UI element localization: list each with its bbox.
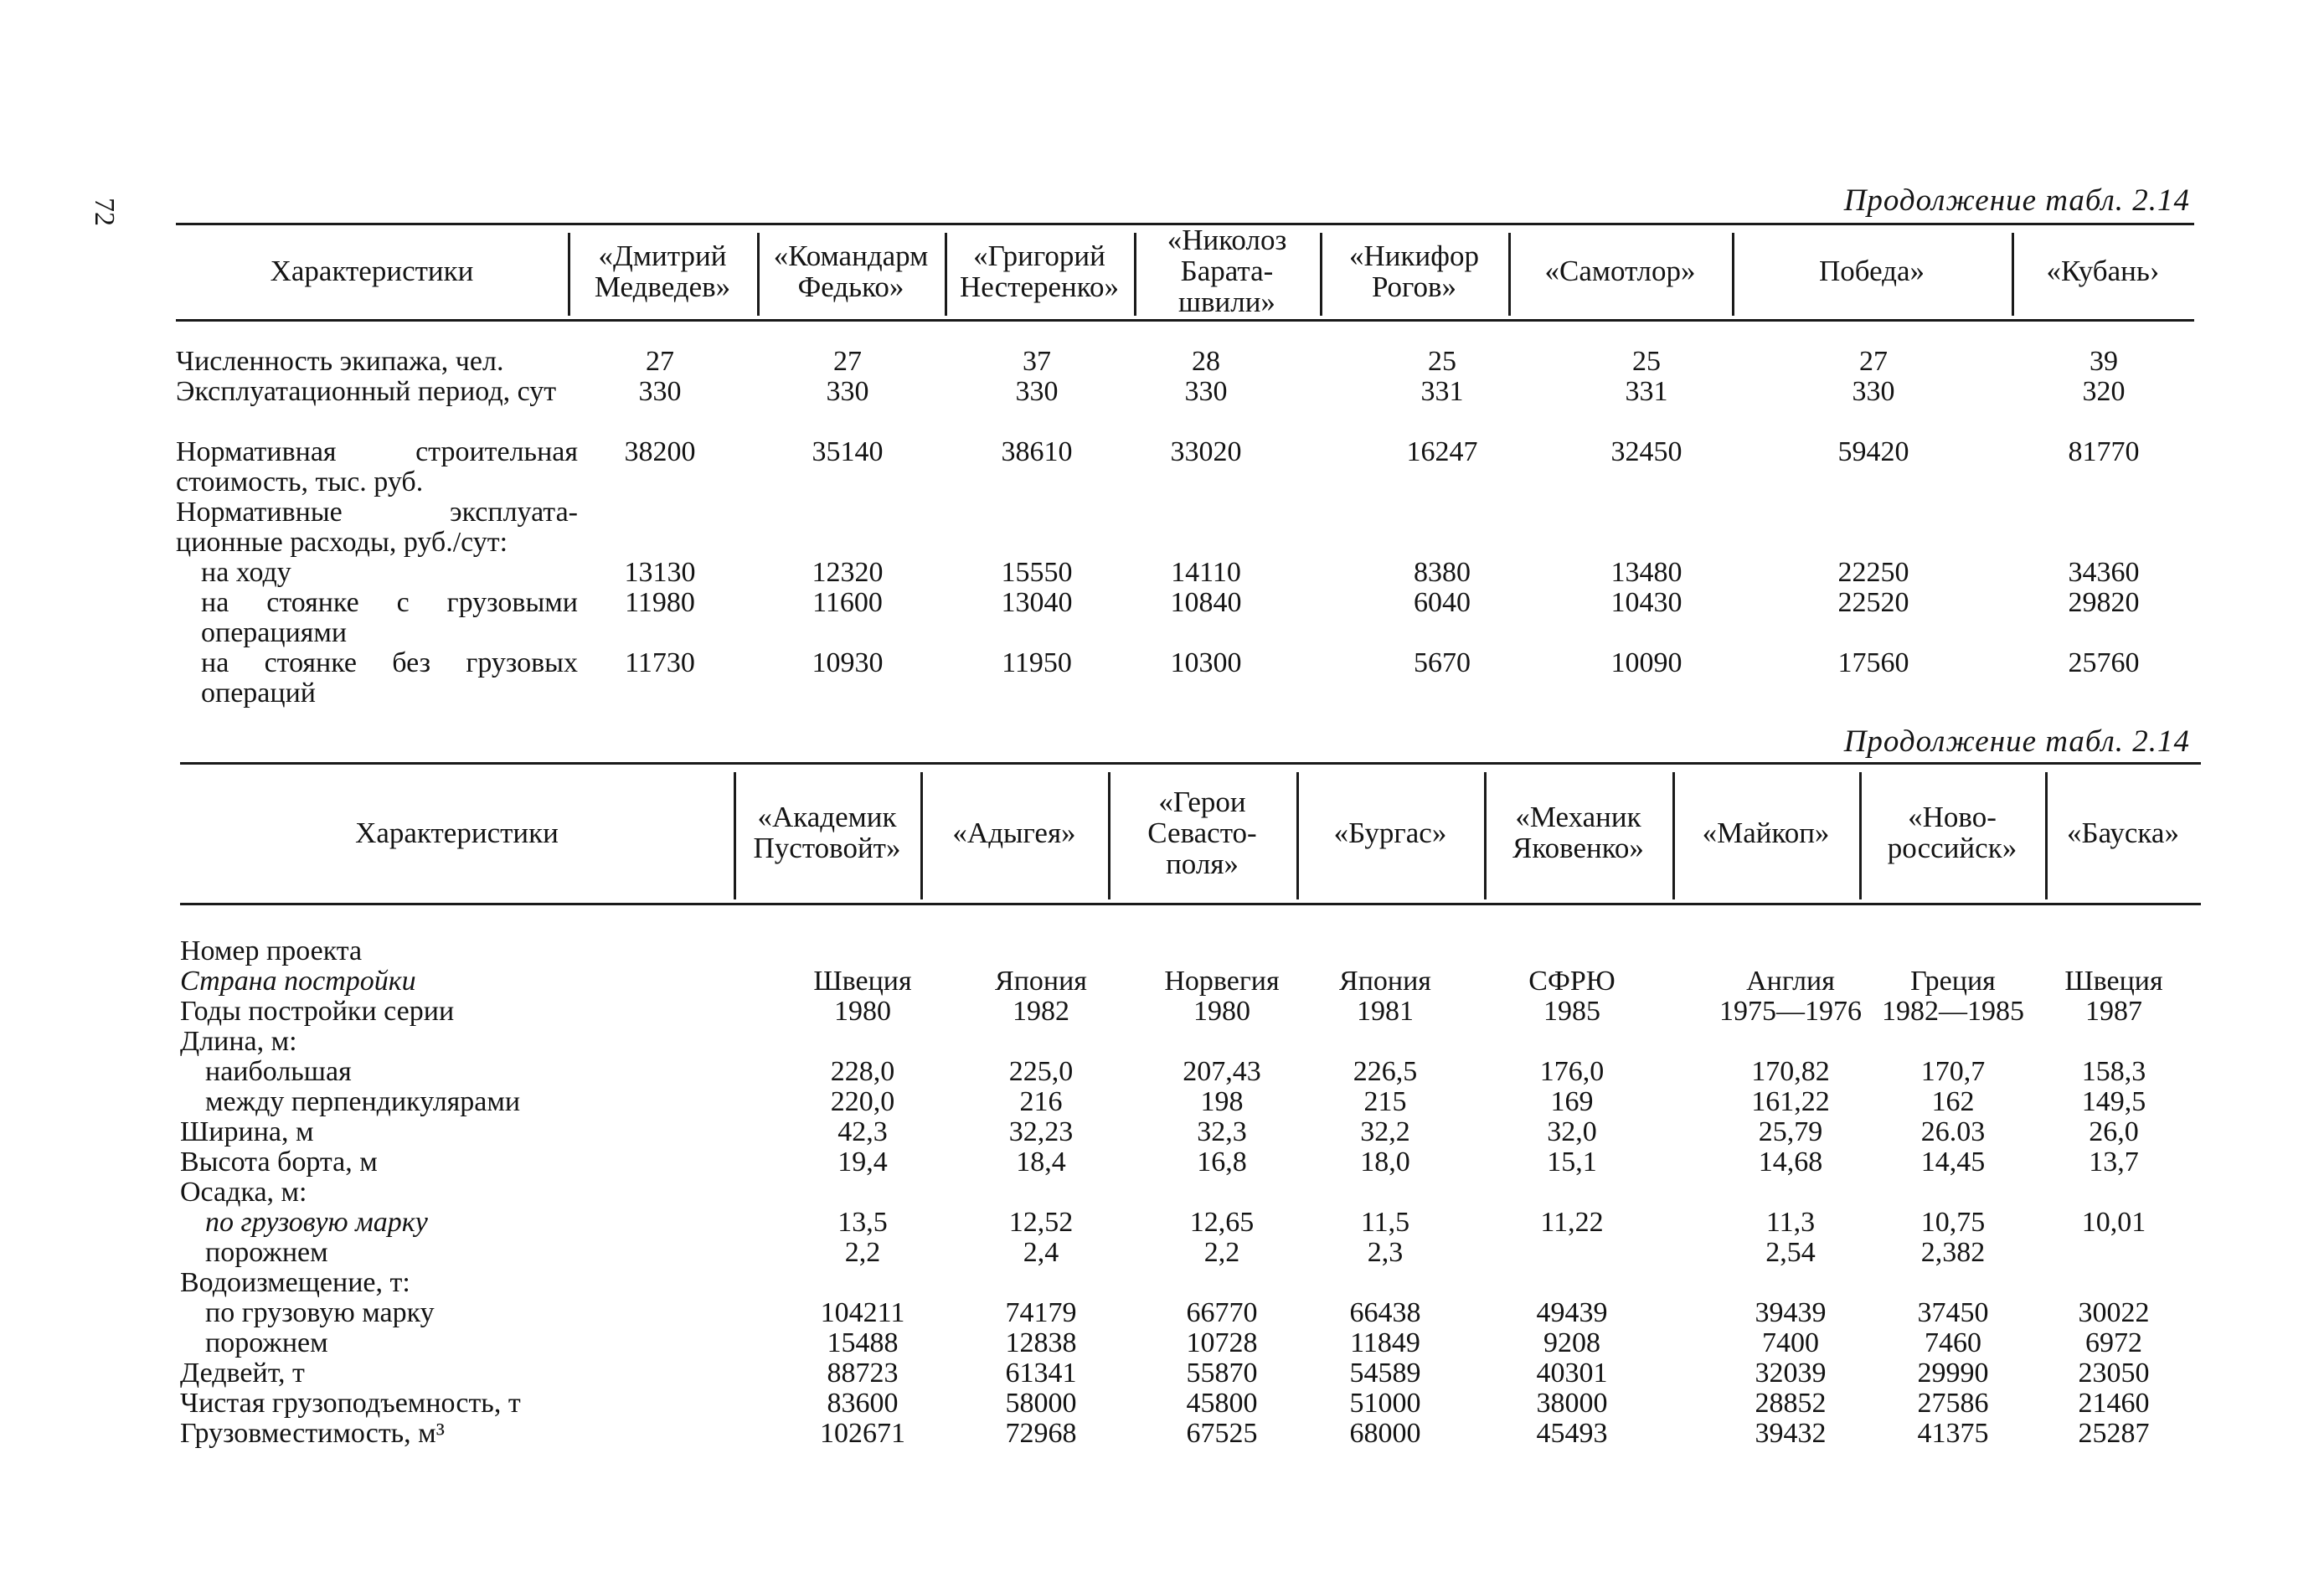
table-cell: 13480 [1610, 557, 1682, 588]
table-cell: 330 [1184, 376, 1228, 407]
column-header: Победа» [1818, 255, 1925, 287]
table-cell: 28 [1192, 346, 1220, 377]
table-cell: 88723 [827, 1358, 899, 1389]
table-cell: 33020 [1170, 436, 1242, 467]
table-cell: 25287 [2078, 1418, 2150, 1449]
table-cell: Норвегия [1164, 966, 1280, 997]
table-cell: 19,4 [837, 1147, 888, 1177]
column-header: «Академик Пустовойт» [753, 801, 901, 864]
table-cell: 11980 [625, 587, 695, 618]
table-cell: 13,7 [2089, 1147, 2139, 1177]
column-divider [1108, 772, 1110, 899]
table-cell: 25 [1632, 346, 1661, 377]
row-label: на ходу [201, 557, 291, 588]
table-cell: 15488 [827, 1327, 899, 1358]
table-cell: 27586 [1917, 1388, 1989, 1419]
table-cell: 45800 [1186, 1388, 1258, 1419]
table-cell: 7400 [1762, 1327, 1819, 1358]
column-divider [1134, 233, 1136, 316]
table-cell: 12838 [1005, 1327, 1077, 1358]
table-cell: 220,0 [830, 1086, 895, 1117]
table-cell: 330 [1852, 376, 1895, 407]
table-cell: 32039 [1755, 1358, 1827, 1389]
table-cell: 12,65 [1189, 1207, 1255, 1238]
table-cell: 2,54 [1765, 1237, 1816, 1268]
table-cell: 13,5 [837, 1207, 888, 1238]
table-cell: 169 [1550, 1086, 1594, 1117]
table-cell: 40301 [1536, 1358, 1608, 1389]
row-label: Высота борта, м [180, 1147, 378, 1177]
row-label: Чистая грузоподъемность, т [180, 1388, 521, 1419]
column-divider [1508, 233, 1511, 316]
table-cell: 1982—1985 [1882, 996, 2024, 1027]
table-cell: 6972 [2085, 1327, 2142, 1358]
column-header: «Николоз Барата- швили» [1167, 224, 1287, 318]
table-cell: 2,2 [1203, 1237, 1240, 1268]
row-label: Эксплуатационный период, сут [176, 376, 557, 407]
table-cell: 12320 [812, 557, 884, 588]
table-cell: 225,0 [1008, 1056, 1074, 1087]
table-cell: 10090 [1610, 647, 1682, 678]
table-cell: 11600 [812, 587, 883, 618]
table-cell: 1985 [1543, 996, 1600, 1027]
table-cell: 55870 [1186, 1358, 1258, 1389]
table-cell: 28852 [1755, 1388, 1827, 1419]
row-label: Годы постройки серии [180, 996, 455, 1027]
table-cell: 198 [1200, 1086, 1244, 1117]
table-cell: 22520 [1837, 587, 1909, 618]
table-cell: 2,4 [1023, 1237, 1059, 1268]
table-cell: 216 [1019, 1086, 1063, 1117]
table-cell: 104211 [820, 1297, 905, 1328]
column-divider [734, 772, 736, 899]
table-cell: 149,5 [2081, 1086, 2146, 1117]
table-cell: 41375 [1917, 1418, 1989, 1449]
table-cell: 1980 [834, 996, 891, 1027]
table-cell: 16247 [1406, 436, 1478, 467]
table-cell: 158,3 [2081, 1056, 2146, 1087]
row-label: Ширина, м [180, 1116, 314, 1147]
table-cell: 226,5 [1353, 1056, 1418, 1087]
row-label: Страна постройки [180, 966, 416, 997]
row-label: Длина, м: [180, 1026, 297, 1057]
table-cell: 39 [2090, 346, 2118, 377]
table-cell: 61341 [1005, 1358, 1077, 1389]
table-cell: Япония [995, 966, 1087, 997]
table-cell: 1987 [2085, 996, 2142, 1027]
column-divider [1859, 772, 1862, 899]
table-cell: 170,7 [1920, 1056, 1986, 1087]
column-header: «Бургас» [1333, 816, 1447, 849]
table-cell: 13040 [1001, 587, 1073, 618]
column-header: «Механик Яковенко» [1512, 801, 1644, 864]
column-header: «Григорий Нестеренко» [959, 239, 1120, 303]
row-label: Нормативные эксплуата-ционные расходы, руб./сут: [176, 497, 578, 558]
table-cell: 16,8 [1197, 1147, 1247, 1177]
table-cell: 11849 [1350, 1327, 1420, 1358]
header-characteristics: Характеристики [270, 255, 474, 287]
table-cell: 331 [1420, 376, 1464, 407]
table-cell: 37450 [1917, 1297, 1989, 1328]
row-label: между перпендикулярами [205, 1086, 521, 1117]
table-cell: 32,3 [1197, 1116, 1247, 1147]
table-cell: 74179 [1005, 1297, 1077, 1328]
column-divider [568, 233, 570, 316]
table-cell: 32,2 [1360, 1116, 1410, 1147]
column-divider [2012, 233, 2014, 316]
row-label: Численность экипажа, чел. [176, 346, 504, 377]
table-cell: 66438 [1349, 1297, 1421, 1328]
table-cell: 32,0 [1547, 1116, 1597, 1147]
table-cell: 176,0 [1539, 1056, 1605, 1087]
table-cell: 54589 [1349, 1358, 1421, 1389]
table-cell: 11,5 [1360, 1207, 1410, 1238]
table-cell: 1975—1976 [1719, 996, 1862, 1027]
row-label: Осадка, м: [180, 1177, 307, 1208]
header-characteristics: Характеристики [355, 816, 559, 849]
column-divider [1320, 233, 1322, 316]
table-cell: 37 [1023, 346, 1051, 377]
table-cell: 11,22 [1540, 1207, 1604, 1238]
column-header: «Ново- российск» [1887, 801, 2017, 864]
row-label: порожнем [205, 1327, 328, 1358]
table1-caption: Продолжение табл. 2.14 [1843, 183, 2190, 218]
row-label: Грузовместимость, м³ [180, 1418, 445, 1449]
table-cell: 12,52 [1008, 1207, 1074, 1238]
table-cell: 32,23 [1008, 1116, 1074, 1147]
column-divider [1484, 772, 1487, 899]
table-cell: 10840 [1170, 587, 1242, 618]
table-cell: 38200 [624, 436, 696, 467]
table-cell: 72968 [1005, 1418, 1077, 1449]
table-cell: 320 [2082, 376, 2126, 407]
table-cell: 18,0 [1360, 1147, 1410, 1177]
row-label: Дедвейт, т [180, 1358, 305, 1389]
table-cell: 59420 [1837, 436, 1909, 467]
table-cell: 10728 [1186, 1327, 1258, 1358]
column-divider [945, 233, 947, 316]
table-cell: Япония [1339, 966, 1431, 997]
row-label: на стоянке без грузовых операций [201, 647, 578, 709]
table-cell: 30022 [2078, 1297, 2150, 1328]
table-cell: Англия [1746, 966, 1835, 997]
column-header: «Герои Севасто- поля» [1147, 785, 1257, 880]
table-cell: 66770 [1186, 1297, 1258, 1328]
page-number: 72 [89, 198, 120, 226]
rule-header-bottom [180, 903, 2201, 905]
table-cell: 161,22 [1751, 1086, 1830, 1117]
table-cell: 14,45 [1920, 1147, 1986, 1177]
row-label: по грузовую марку [205, 1297, 435, 1328]
column-header: «Командарм Федько» [773, 239, 929, 303]
table-cell: 11730 [625, 647, 695, 678]
table-cell: 38610 [1001, 436, 1073, 467]
table-cell: 10300 [1170, 647, 1242, 678]
table-cell: 2,382 [1920, 1237, 1986, 1268]
table-cell: 10,01 [2081, 1207, 2146, 1238]
table-cell: 21460 [2078, 1388, 2150, 1419]
column-divider [757, 233, 760, 316]
table-cell: 15,1 [1547, 1147, 1597, 1177]
table-cell: 162 [1931, 1086, 1975, 1117]
table-cell: 26.03 [1920, 1116, 1986, 1147]
table-cell: 67525 [1186, 1418, 1258, 1449]
table-cell: СФРЮ [1528, 966, 1615, 997]
table-cell: 39439 [1755, 1297, 1827, 1328]
table-cell: 22250 [1837, 557, 1909, 588]
column-divider [2045, 772, 2048, 899]
table-cell: 1980 [1193, 996, 1250, 1027]
column-divider [1672, 772, 1675, 899]
column-header: «Никифор Рогов» [1349, 239, 1479, 303]
column-divider [1732, 233, 1734, 316]
table-cell: 38000 [1536, 1388, 1608, 1419]
table-cell: 330 [826, 376, 869, 407]
table-cell: 27 [833, 346, 862, 377]
table-cell: 170,82 [1751, 1056, 1830, 1087]
table-cell: Швеция [813, 966, 912, 997]
row-label: Номер проекта [180, 935, 363, 966]
column-header: «Дмитрий Медведев» [594, 239, 731, 303]
table-cell: 14110 [1171, 557, 1241, 588]
table-cell: 207,43 [1183, 1056, 1261, 1087]
table-cell: 25760 [2068, 647, 2140, 678]
table-cell: 9208 [1543, 1327, 1600, 1358]
table-cell: 330 [638, 376, 682, 407]
column-header: «Адыгея» [952, 816, 1076, 849]
table-cell: 42,3 [837, 1116, 888, 1147]
table-cell: 35140 [812, 436, 884, 467]
table-cell: 29820 [2068, 587, 2140, 618]
table-cell: 26,0 [2089, 1116, 2139, 1147]
row-label: по грузовую марку [205, 1207, 428, 1238]
column-divider [1296, 772, 1299, 899]
table-cell: 25,79 [1758, 1116, 1823, 1147]
column-divider [920, 772, 923, 899]
column-header: «Кубань› [2046, 255, 2160, 287]
table-cell: Греция [1910, 966, 1996, 997]
table-cell: 29990 [1917, 1358, 1989, 1389]
table-cell: 23050 [2078, 1358, 2150, 1389]
table-cell: 11950 [1002, 647, 1072, 678]
table-cell: 1982 [1013, 996, 1069, 1027]
table-cell: 39432 [1755, 1418, 1827, 1449]
table-cell: 2,2 [844, 1237, 881, 1268]
table-cell: 83600 [827, 1388, 899, 1419]
table-cell: 18,4 [1016, 1147, 1066, 1177]
table-cell: 25 [1428, 346, 1456, 377]
table-cell: 27 [1859, 346, 1888, 377]
table-cell: 215 [1363, 1086, 1407, 1117]
row-label: Водоизмещение, т: [180, 1267, 410, 1298]
column-header: «Бауска» [2067, 816, 2179, 849]
table-cell: 81770 [2068, 436, 2140, 467]
row-label: наибольшая [205, 1056, 352, 1087]
table-cell: 6040 [1414, 587, 1471, 618]
table-cell: 8380 [1414, 557, 1471, 588]
row-label: порожнем [205, 1237, 328, 1268]
table-cell: 45493 [1536, 1418, 1608, 1449]
table-cell: 58000 [1005, 1388, 1077, 1419]
column-header: «Майкоп» [1702, 816, 1830, 849]
table-cell: Швеция [2064, 966, 2163, 997]
table-cell: 32450 [1610, 436, 1682, 467]
table-cell: 1981 [1357, 996, 1414, 1027]
table-cell: 102671 [820, 1418, 905, 1449]
table-cell: 14,68 [1758, 1147, 1823, 1177]
table-cell: 17560 [1837, 647, 1909, 678]
table-cell: 15550 [1001, 557, 1073, 588]
column-header: «Самотлор» [1544, 255, 1696, 287]
rule-header-bottom [176, 319, 2194, 322]
table-cell: 11,3 [1765, 1207, 1816, 1238]
table-cell: 2,3 [1367, 1237, 1404, 1268]
table-cell: 49439 [1536, 1297, 1608, 1328]
table-cell: 27 [646, 346, 674, 377]
table-cell: 68000 [1349, 1418, 1421, 1449]
table-cell: 5670 [1414, 647, 1471, 678]
row-label: на стоянке с грузовыми операциями [201, 587, 578, 648]
table2-caption: Продолжение табл. 2.14 [1843, 724, 2190, 759]
table-cell: 10,75 [1920, 1207, 1986, 1238]
table-cell: 330 [1015, 376, 1059, 407]
row-label: Нормативная строительная стоимость, тыс. руб. [176, 436, 578, 497]
table-cell: 10430 [1610, 587, 1682, 618]
table-cell: 7460 [1925, 1327, 1981, 1358]
table-cell: 228,0 [830, 1056, 895, 1087]
table-cell: 13130 [624, 557, 696, 588]
table-cell: 51000 [1349, 1388, 1421, 1419]
table-cell: 10930 [812, 647, 884, 678]
table-cell: 331 [1625, 376, 1668, 407]
table-cell: 34360 [2068, 557, 2140, 588]
